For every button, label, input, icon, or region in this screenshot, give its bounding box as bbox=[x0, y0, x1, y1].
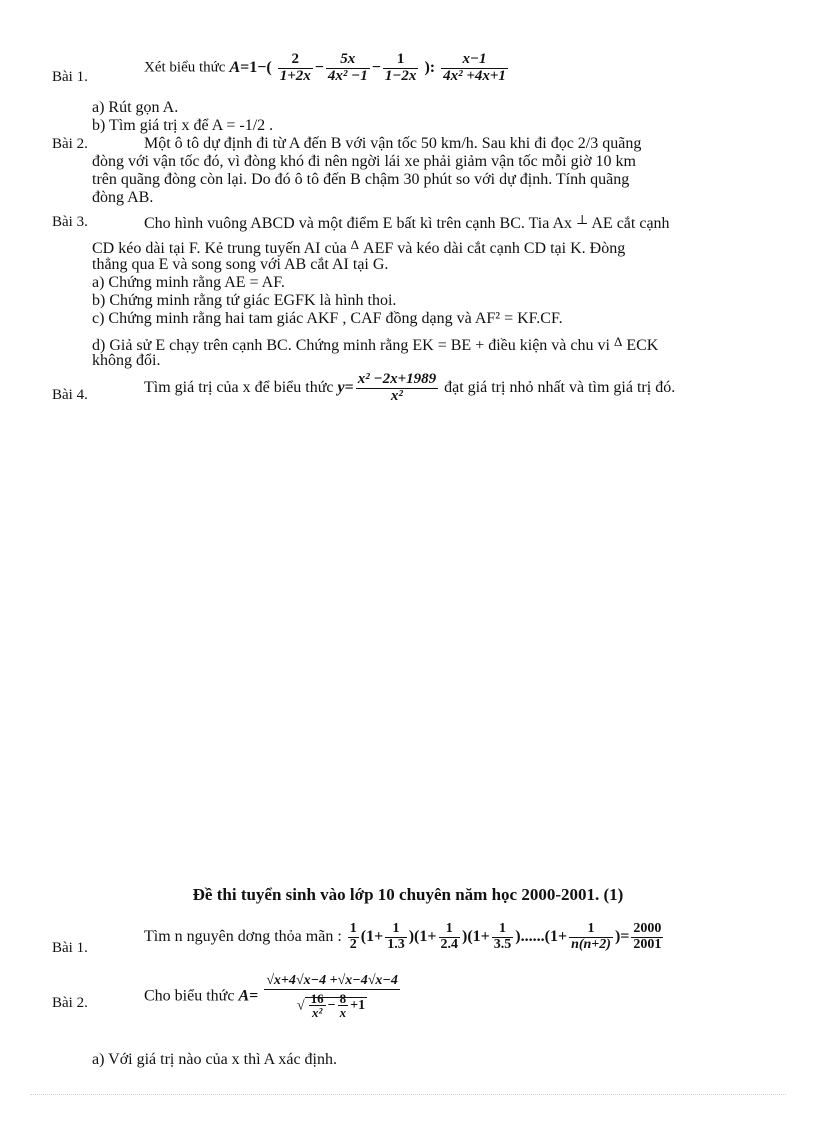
p2-b1-term-n: $\frac{1}{n(n+2)}$ bbox=[571, 921, 611, 952]
p2-b1-half: $\frac{1}{2}$ bbox=[349, 921, 357, 952]
triangle-icon: Δ bbox=[350, 237, 360, 252]
b4-intro: Tìm giá trị của x để biểu thức bbox=[144, 378, 334, 396]
b3-line-1: Cho hình vuông ABCD và một điểm E bất kì trên cạnh BC. Tia Ax ⊥ AE cắt cạnh bbox=[144, 212, 670, 232]
p2-b1-dots: ...... bbox=[520, 927, 545, 945]
b1-frac-3: $\frac{1}{1-2x}$ bbox=[384, 51, 417, 84]
b1-close: ): bbox=[424, 58, 436, 76]
b1-label: Bài 1. bbox=[52, 69, 88, 85]
b4-tail: đạt giá trị nhỏ nhất và tìm giá trị đó. bbox=[444, 378, 676, 396]
exam-title: Đề thi tuyển sinh vào lớp 10 chuyên năm học 2000-2001. (1) bbox=[192, 885, 624, 904]
b1-lhs: A bbox=[229, 58, 241, 76]
b3-part-c: c) Chứng minh rằng hai tam giác AKF , CAF đồng dạng và AF² = KF.CF. bbox=[92, 310, 563, 327]
b1-intro: Xét biểu thức bbox=[144, 59, 226, 76]
p2-b2-label: Bài 2. bbox=[52, 995, 88, 1011]
b4-label: Bài 4. bbox=[52, 387, 88, 403]
b3-line-2: CD kéo dài tại F. Kẻ trung tuyến AI của $^\Delta$ AEF và kéo dài cắt cạnh CD tại K. Đòng bbox=[92, 237, 626, 257]
perpendicular-icon: ⊥ bbox=[576, 212, 589, 227]
b3-part-d-line-2: không đổi. bbox=[92, 352, 161, 369]
b2-line-3: trên quãng đòng còn lại. Do đó ô tô đến B chậm 30 phút so với dự định. Tính quãng bbox=[92, 171, 630, 188]
p2-b2-denominator: √ $\frac{16}{\text{x²}}$ − $\frac{8}{x}$ +1 bbox=[264, 989, 400, 1020]
b1-frac-4: $\frac{x-1}{\text{4x² +4x+1}}$ bbox=[443, 51, 506, 84]
p2-b2-expression: Cho biểu thức A= √x+4√x−4 +√x−4√x−4 √ $\frac{16}{\text{x²}}$ − $\frac{8}{x}$ +1 bbox=[144, 973, 398, 1021]
b3-part-a: a) Chứng minh rằng AE = AF. bbox=[92, 274, 285, 291]
b1-frac-1: $\frac{2}{1+2x}$ bbox=[279, 51, 311, 84]
p2-b2-lhs: A bbox=[238, 987, 250, 1005]
p2-b1-expression: Tìm n nguyên dơng thỏa mãn : $\frac{1}{2}$ (1+ $\frac{1}{1.3}$ )(1+ $\frac{1}{2.4}$ )(1+ $\frac{1}{3.5}$ )......(1+ $\frac{1}{n(n+2)}$ )= $\frac{2000}{2001}$ bbox=[144, 921, 662, 952]
page-bottom-divider bbox=[30, 1094, 786, 1095]
b4-lhs: y bbox=[337, 378, 345, 396]
b3-part-d-line-1: d) Giả sử E chạy trên cạnh BC. Chứng minh rằng EK = BE + điều kiện và chu vi $^\Delta$ ECK bbox=[92, 334, 659, 354]
p2-b1-term-3: $\frac{1}{3.5}$ bbox=[493, 921, 512, 952]
p2-b1-term-1: $\frac{1}{1.3}$ bbox=[387, 921, 405, 952]
b1-expression: Xét biểu thức A=1−( $\frac{2}{1+2x}$ − $\frac{5x}{\text{4x² −1}}$ − $\frac{1}{1-2x}$ ): $\frac{x-1}{\text{4x² +4x+1}}$ bbox=[144, 51, 506, 84]
b1-part-a: a) Rút gọn A. bbox=[92, 99, 179, 116]
p2-b2-part-a: a) Với giá trị nào của x thì A xác định. bbox=[92, 1051, 337, 1068]
b4-fraction: $\frac{\text{x² −2x+1989}}{\text{x²}}$ bbox=[357, 371, 437, 404]
p2-b1-term-2: $\frac{1}{2.4}$ bbox=[440, 921, 458, 952]
b2-label: Bài 2. bbox=[52, 136, 88, 152]
p2-b2-numerator: √x+4√x−4 +√x−4√x−4 bbox=[266, 973, 398, 988]
p2-b1-result: $\frac{2000}{2001}$ bbox=[633, 921, 662, 952]
b1-part-b: b) Tìm giá trị x để A = -1/2 . bbox=[92, 117, 274, 134]
p2-b1-intro: Tìm n nguyên dơng thỏa mãn : bbox=[144, 927, 342, 945]
p2-b2-intro: Cho biểu thức bbox=[144, 987, 235, 1005]
b1-frac-2: $\frac{5x}{\text{4x² −1}}$ bbox=[327, 51, 368, 84]
b3-line-3: thẳng qua E và song song với AB cắt AI tại G. bbox=[92, 256, 389, 273]
p2-b1-label: Bài 1. bbox=[52, 940, 88, 956]
b4-expression: Tìm giá trị của x để biểu thức y= $\frac{\text{x² −2x+1989}}{\text{x²}}$ đạt giá trị nhỏ nhất và tìm giá trị đó. bbox=[144, 371, 676, 404]
triangle-icon: Δ bbox=[613, 334, 623, 349]
b3-label: Bài 3. bbox=[52, 214, 88, 230]
p2-b2-fraction bbox=[264, 974, 400, 1020]
b2-line-4: đòng AB. bbox=[92, 189, 154, 206]
b3-part-b: b) Chứng minh rằng tứ giác EGFK là hình thoi. bbox=[92, 292, 397, 309]
b2-line-1: Một ô tô dự định đi từ A đến B với vận tốc 50 km/h. Sau khi đi đọc 2/3 quãng bbox=[144, 135, 642, 152]
b2-line-2: đòng với vận tốc đó, vì đòng khó đi nên ngời lái xe phải giảm vận tốc mỗi giờ 10 km bbox=[92, 153, 636, 170]
b1-eq: =1−( bbox=[240, 58, 272, 76]
